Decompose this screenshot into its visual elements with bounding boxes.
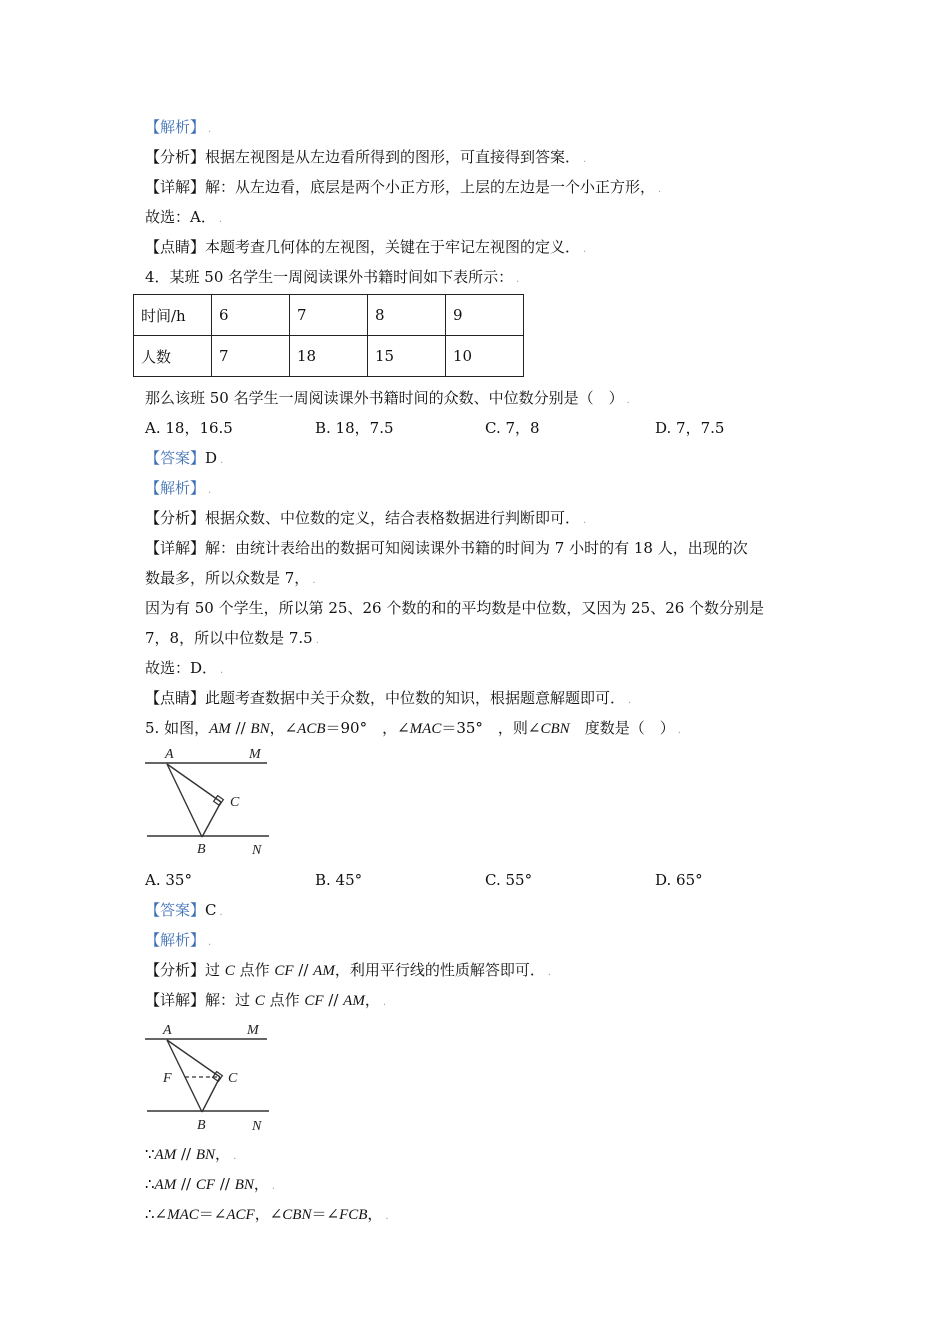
table-cell: 6 [212,295,290,336]
q5-therefore-1: ∴AM // CF // BN， . [145,1175,276,1193]
q4-dianjing: 【点睛】此题考查数据中关于众数，中位数的知识，根据题意解题即可． . [145,689,632,707]
table-cell: 7 [212,336,290,377]
option-b: B. 18，7.5 [315,419,394,437]
option-c: C. 7，8 [485,419,540,437]
q5-analysis-heading: 【解析】 . [145,931,212,949]
q4-analysis-heading: 【解析】 . [145,479,212,497]
q3-xiangjie: 【详解】解：从左边看，底层是两个小正方形，上层的左边是一个小正方形， . [145,178,662,196]
option-d: D. 65° [655,871,703,889]
q4-xiangjie-2: 数最多，所以众数是 7， . [145,569,316,587]
table-cell: 7 [290,295,368,336]
q5-xiangjie: 【详解】解：过 C 点作 CF // AM， . [145,991,387,1009]
q4-options [145,413,825,443]
q3-dianjing: 【点睛】本题考查几何体的左视图，关键在于牢记左视图的定义． . [145,238,587,256]
q5-figure [145,747,285,865]
q5-stem: 5. 如图，AM // BN，∠ACB＝90° ，∠MAC＝35° ，则∠CBN 度数是（ ） . [145,719,681,737]
table-cell: 时间/h [134,295,212,336]
q3-analysis-heading: 【解析】 . [145,118,212,136]
label-b: B [197,842,206,857]
q4-data-table [133,294,524,377]
label-n: N [252,1119,262,1134]
q3-fenxi: 【分析】根据左视图是从左边看所得到的图形，可直接得到答案． . [145,148,587,166]
table-cell: 人数 [134,336,212,377]
q5-fenxi: 【分析】过 C 点作 CF // AM，利用平行线的性质解答即可． . [145,961,552,979]
q4-xiangjie-4: 7，8，所以中位数是 7.5 . [145,629,319,647]
label-c: C [228,1071,238,1086]
q5-therefore-2: ∴∠MAC＝∠ACF，∠CBN＝∠FCB， . [145,1205,389,1223]
segment-bc [202,802,221,837]
label-n: N [252,843,262,858]
option-c: C. 55° [485,871,533,889]
option-a: A. 35° [145,871,192,889]
label-a: A [165,747,174,762]
table-cell: 18 [290,336,368,377]
q3-choice: 故选：A． . [145,208,223,226]
q5-because: ∵AM // BN， . [145,1145,237,1163]
q5-answer: 【答案】C . [145,901,223,919]
q5-options [145,865,825,895]
label-a: A [163,1023,172,1038]
q4-choice: 故选：D． . [145,659,224,677]
table-row [134,295,524,336]
segment-bc [202,1077,220,1112]
q5-solution-figure [145,1019,285,1139]
option-a: A. 18，16.5 [145,419,233,437]
segment-ac [167,1040,220,1077]
q4-fenxi: 【分析】根据众数、中位数的定义，结合表格数据进行判断即可． . [145,509,587,527]
q4-stem: 4．某班 50 名学生一周阅读课外书籍时间如下表所示： . [145,268,520,286]
segment-ac [167,764,221,802]
option-d: D. 7，7.5 [655,419,725,437]
q4-question: 那么该班 50 名学生一周阅读课外书籍时间的众数、中位数分别是（ ） . [145,389,630,407]
segment-ab [167,764,202,837]
table-cell: 10 [446,336,524,377]
table-row [134,336,524,377]
label-m: M [249,747,261,762]
table-cell: 8 [368,295,446,336]
label-m: M [247,1023,259,1038]
table-cell: 9 [446,295,524,336]
segment-ab [167,1040,202,1112]
option-b: B. 45° [315,871,363,889]
document-page [141,112,825,1229]
label-c: C [230,795,240,810]
table-cell: 15 [368,336,446,377]
label-f: F [163,1071,172,1086]
q4-xiangjie-1: 【详解】解：由统计表给出的数据可知阅读课外书籍的时间为 7 小时的有 18 人，出现的次 [145,539,748,557]
q4-answer: 【答案】D . [145,449,224,467]
q4-xiangjie-3: 因为有 50 个学生，所以第 25、26 个数的和的平均数是中位数，又因为 25、26 个数分别是 [145,599,765,617]
label-b: B [197,1118,206,1133]
